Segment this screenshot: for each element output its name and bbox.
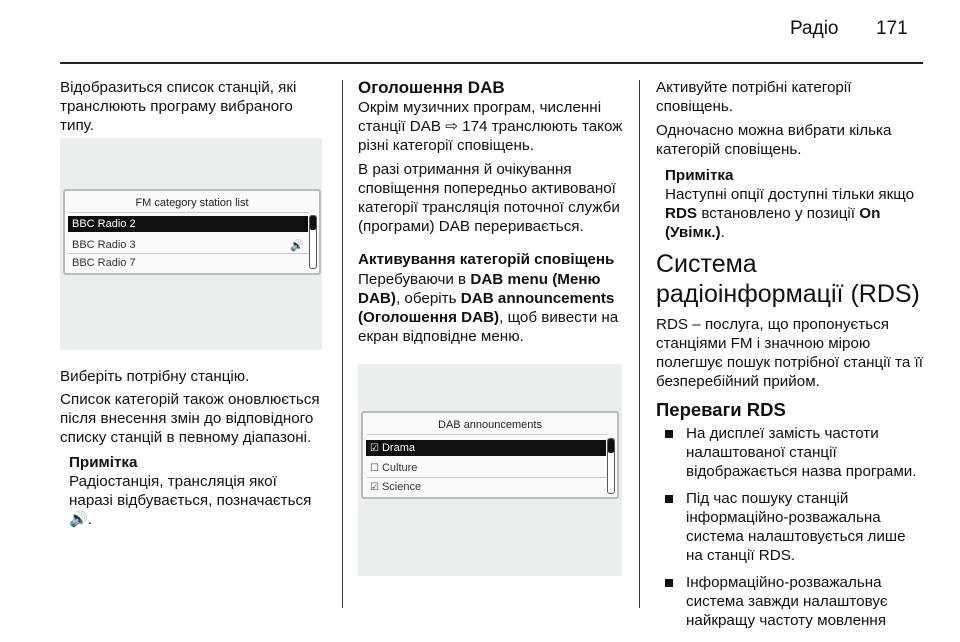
scrollbar[interactable] bbox=[309, 215, 317, 269]
speaker-icon: 🔊 bbox=[69, 511, 88, 528]
screen-divider bbox=[367, 434, 607, 435]
column-1-lower bbox=[60, 367, 322, 529]
station-item-2[interactable] bbox=[68, 237, 308, 253]
fm-category-station-list-screen bbox=[63, 189, 321, 275]
note-text: Радіостанція, трансляція якої наразі відбувається, позначається bbox=[69, 473, 312, 509]
screen-divider bbox=[69, 212, 309, 213]
station-item-3[interactable] bbox=[68, 255, 308, 271]
menu-reference: DAB menu (Меню DAB) bbox=[358, 271, 601, 307]
note bbox=[69, 453, 322, 529]
scrollbar-thumb[interactable] bbox=[310, 216, 316, 230]
announcement-label: Culture bbox=[381, 462, 418, 474]
bullet-item: Під час пошуку станцій інформаційно-розважальна система налаштовується лише на станції RDS. bbox=[656, 489, 926, 565]
dab-screen-photo bbox=[358, 364, 622, 576]
category-update-text: Список категорій також оновлюється після внесення змін до відповідного списку станцій в певному діапазоні. bbox=[60, 391, 320, 446]
column-divider-1 bbox=[342, 80, 343, 608]
page-section-title: Радіо bbox=[790, 18, 839, 39]
checked-icon: ☑ bbox=[370, 482, 379, 493]
unchecked-icon: ☐ bbox=[370, 463, 379, 474]
note bbox=[665, 166, 926, 242]
text-run: Наступні опції доступні тільки якщо bbox=[665, 186, 915, 203]
checked-icon: ☑ bbox=[370, 443, 379, 454]
menu-reference: DAB announcements (Оголошення DAB) bbox=[358, 290, 615, 326]
rds-benefits-subheading: Переваги RDS bbox=[656, 399, 786, 420]
scrollbar-thumb[interactable] bbox=[608, 439, 614, 453]
screen-divider bbox=[367, 477, 607, 478]
column-3 bbox=[656, 78, 926, 638]
bullet-item: Інформаційно-розважальна система завжди налаштовує найкращу частоту мовлення bbox=[656, 573, 926, 630]
screen-divider bbox=[69, 253, 309, 254]
screen-title: FM category station list bbox=[135, 197, 249, 209]
text-run: , оберіть bbox=[395, 290, 457, 307]
rds-heading: Система радіоінформації (RDS) bbox=[656, 250, 920, 308]
note-title: Примітка bbox=[69, 454, 138, 471]
multiple-categories-text: Одночасно можна вибрати кілька категорій сповіщень. bbox=[656, 122, 892, 158]
setting-reference: On (Увімк.) bbox=[665, 205, 881, 241]
note-end: . bbox=[87, 511, 93, 528]
text-run: , щоб вивести на екран відповідне меню. bbox=[358, 309, 619, 345]
note-title: Примітка bbox=[665, 167, 734, 184]
activate-categories-text: Активуйте потрібні категорії сповіщень. bbox=[656, 79, 852, 115]
bullet-item: На дисплеї замість частоти налаштованої станції відображається назва програми. bbox=[656, 424, 926, 481]
intro-text: Відобразиться список станцій, які транслюють програму вибраного типу. bbox=[60, 79, 297, 134]
announcement-item-drama[interactable] bbox=[366, 440, 606, 456]
note-text bbox=[665, 185, 926, 242]
announcement-item-science[interactable] bbox=[366, 479, 606, 495]
station-label: BBC Radio 7 bbox=[72, 257, 136, 269]
rds-description: RDS – послуга, що пропонується станціями FM і значною мірою полегшує пошук потрібної станції та її безперебійний прийом. bbox=[656, 316, 923, 390]
dab-announcements-screen bbox=[361, 411, 619, 499]
text-run: встановлено у позиції bbox=[701, 205, 856, 222]
text-run: . bbox=[720, 224, 725, 241]
scrollbar[interactable] bbox=[607, 438, 615, 494]
activate-instructions-text bbox=[358, 270, 626, 346]
setting-reference: RDS bbox=[665, 205, 698, 222]
dab-intro-text bbox=[358, 98, 626, 155]
column-1 bbox=[60, 78, 322, 144]
activate-categories-subheading: Активування категорій сповіщень bbox=[358, 251, 615, 268]
dab-interrupt-text: В разі отримання й очікування сповіщення попередньо активованої категорії трансляція поточної служби (програми) DAB переривається. bbox=[358, 161, 620, 235]
column-divider-2 bbox=[639, 80, 640, 608]
announcement-label: Drama bbox=[381, 442, 415, 454]
station-item-1[interactable] bbox=[68, 216, 308, 232]
speaker-icon: 🔊 bbox=[290, 240, 304, 252]
page-number: 171 bbox=[876, 18, 908, 39]
page-reference-arrow-icon: ⇨ bbox=[445, 118, 458, 135]
text-run: Перебуваючи в bbox=[358, 271, 467, 288]
announcement-item-culture[interactable] bbox=[366, 460, 606, 476]
select-station-text: Виберіть потрібну станцію. bbox=[60, 368, 250, 385]
fm-screen-photo bbox=[60, 138, 322, 350]
screen-title: DAB announcements bbox=[438, 419, 542, 431]
dab-announcements-heading: Оголошення DAB bbox=[358, 78, 505, 97]
text-run: 174 транслюють також різні категорії сповіщень. bbox=[358, 118, 623, 154]
header-rule bbox=[60, 62, 923, 64]
station-label: BBC Radio 2 bbox=[72, 218, 136, 230]
column-2 bbox=[358, 78, 626, 355]
note-text-block bbox=[69, 472, 322, 529]
text-run: Окрім музичних програм, численні станції DAB bbox=[358, 99, 602, 135]
announcement-label: Science bbox=[381, 481, 422, 493]
station-label: BBC Radio 3 bbox=[72, 239, 136, 251]
